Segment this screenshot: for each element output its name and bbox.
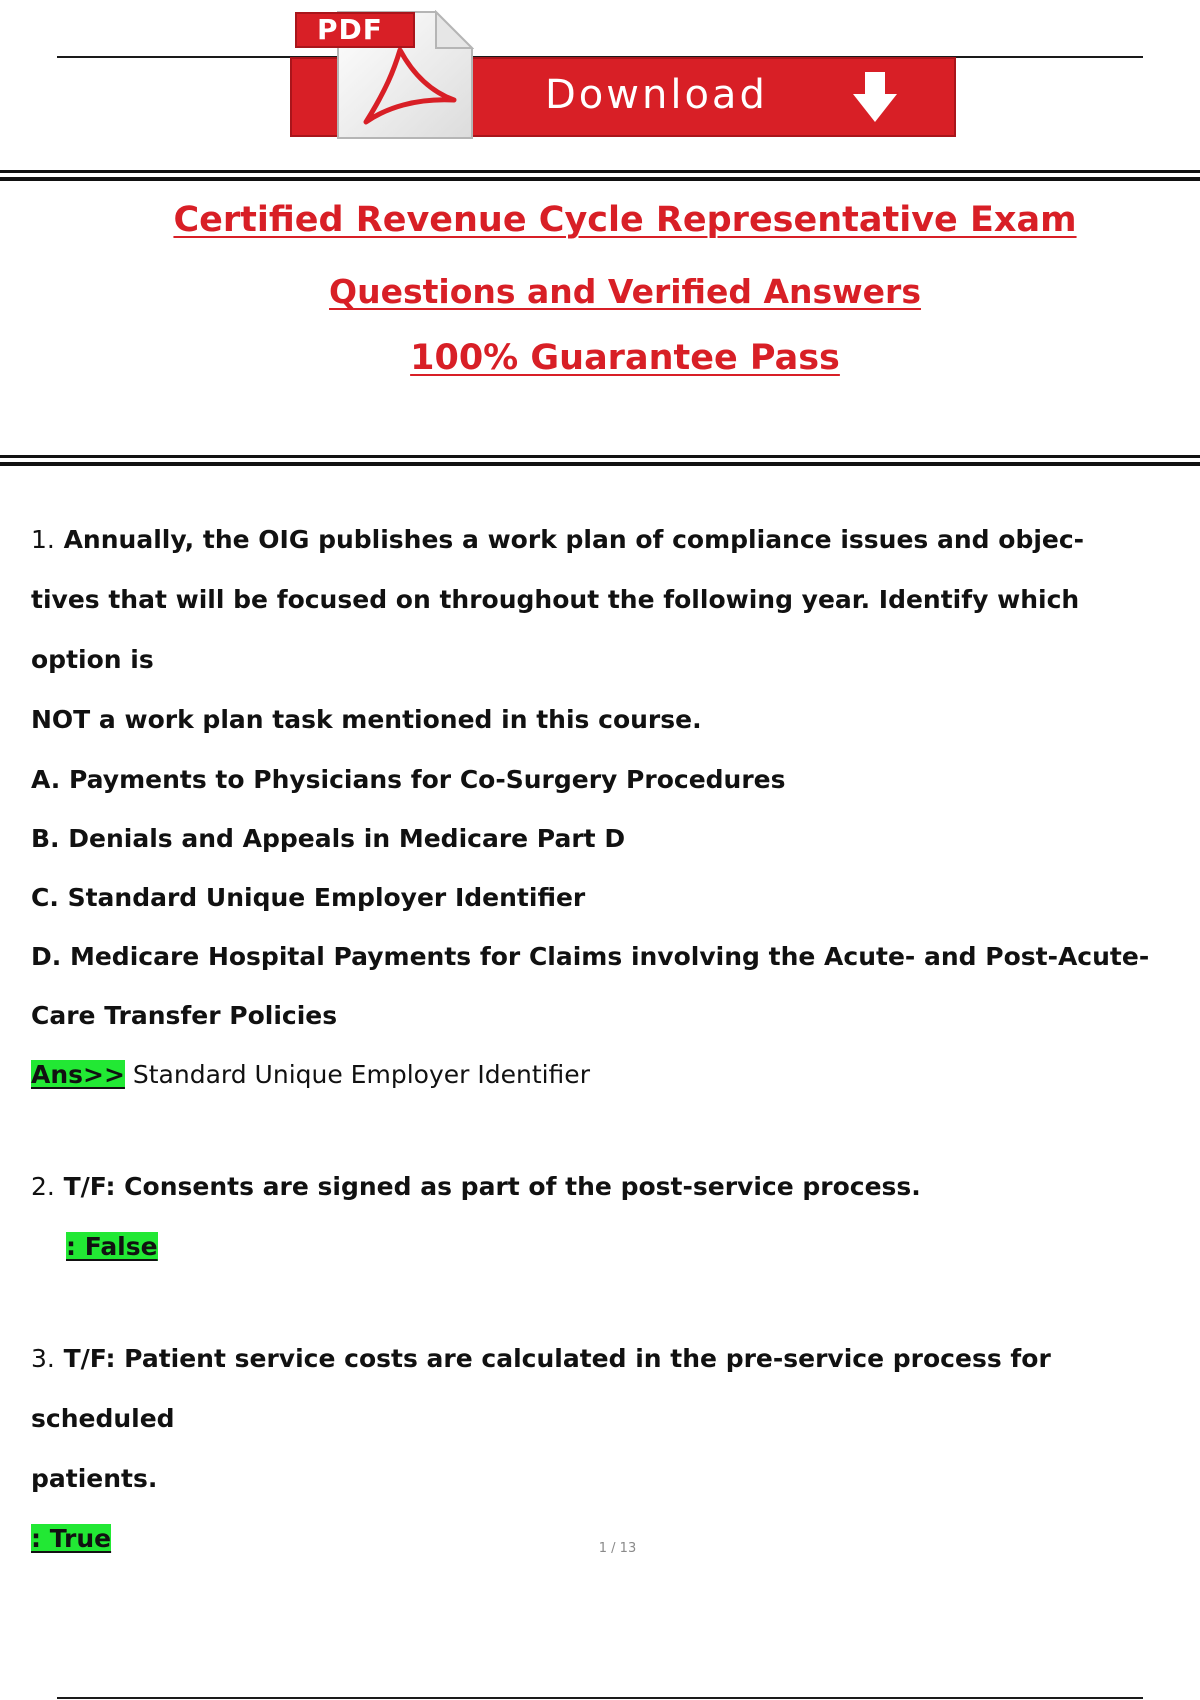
- option-text: Medicare Hospital Payments for Claims involving the Acute- and Post-Acute-: [69, 942, 1150, 971]
- question-line: NOT a work plan task mentioned in this course.: [31, 705, 702, 734]
- answer-marker: : True: [31, 1524, 112, 1553]
- option-text: Denials and Appeals in Medicare Part D: [68, 824, 626, 853]
- question-line: tives that will be focused on throughout the following year. Identify which option is: [31, 585, 1080, 674]
- question-text: Annually, the OIG publishes a work plan of compliance issues and objec-: [63, 525, 1085, 554]
- pdf-download-banner[interactable]: [290, 10, 956, 140]
- pdf-label: PDF: [295, 12, 415, 48]
- question-number: 1.: [31, 525, 55, 554]
- download-arrow-icon: [850, 70, 900, 126]
- option-b: [31, 809, 1171, 868]
- option-letter: A.: [31, 765, 61, 794]
- question-line: [31, 1157, 1171, 1217]
- option-a: [31, 750, 1171, 809]
- option-c: [31, 868, 1171, 927]
- questions-content: [31, 510, 1171, 1569]
- question-number: 2.: [31, 1172, 55, 1201]
- document-title: Certified Revenue Cycle Representative Exam: [173, 200, 1077, 240]
- question-number: 3.: [31, 1344, 55, 1373]
- option-text: Standard Unique Employer Identifier: [67, 883, 586, 912]
- question-line: [31, 1329, 1171, 1449]
- option-text: Payments to Physicians for Co-Surgery Procedures: [69, 765, 786, 794]
- answer-text: Standard Unique Employer Identifier: [132, 1060, 590, 1089]
- page-counter: 1 / 13: [598, 1541, 637, 1556]
- question-line: [31, 510, 1171, 570]
- question-line: patients.: [31, 1464, 158, 1493]
- document-tagline: 100% Guarantee Pass: [410, 338, 840, 378]
- option-letter: C.: [31, 883, 59, 912]
- document-subtitle: Questions and Verified Answers: [329, 272, 921, 311]
- option-letter: D.: [31, 942, 62, 971]
- header-bottom-divider: [0, 455, 1200, 466]
- download-label: Download: [545, 72, 768, 118]
- question-1: [31, 510, 1171, 1105]
- option-d: [31, 927, 1171, 986]
- question-text: T/F: Consents are signed as part of the post-service process.: [63, 1172, 921, 1201]
- bottom-divider: [57, 1697, 1143, 1699]
- option-letter: B.: [31, 824, 60, 853]
- question-text: T/F: Patient service costs are calculated in the pre-service process for scheduled: [31, 1344, 1051, 1433]
- pdf-file-icon: [290, 10, 480, 140]
- answer-row: [31, 1509, 1171, 1569]
- answer-row: [31, 1045, 1171, 1105]
- question-2: [31, 1157, 1171, 1277]
- question-3: [31, 1329, 1171, 1569]
- header-top-divider: [0, 170, 1200, 181]
- option-d-continuation: Care Transfer Policies: [31, 1001, 338, 1030]
- answer-row: [31, 1217, 1171, 1277]
- answer-marker: Ans>>: [31, 1060, 125, 1089]
- answer-marker: : False: [66, 1232, 158, 1261]
